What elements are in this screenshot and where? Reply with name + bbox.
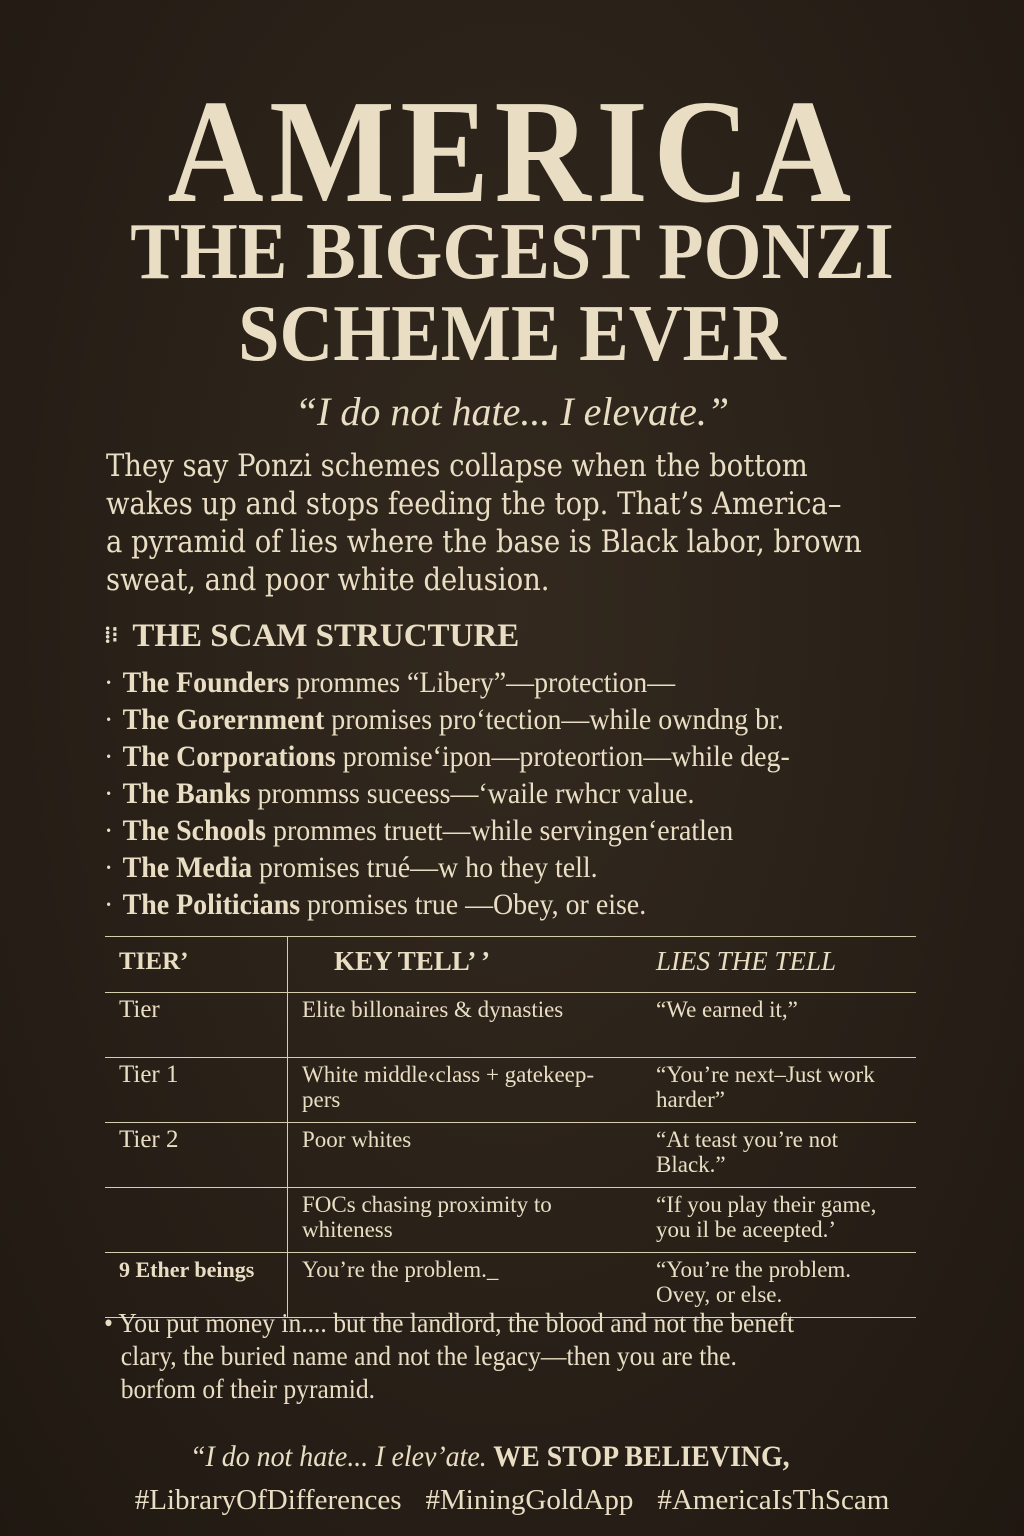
list-item <box>104 775 790 812</box>
item-subject: The Politicians <box>122 888 301 921</box>
final-quote <box>190 1440 790 1474</box>
cell-lie: “If you play their game, you il be aceepted.’ <box>642 1188 916 1253</box>
cell-tier: 9 Ether beings <box>105 1253 288 1318</box>
item-subject: The Banks <box>122 777 251 810</box>
cell-lie: “You’re the problem. Ovey, or else. <box>642 1253 916 1318</box>
intro-line: a pyramid of lies where the base is Black labor, brown <box>106 525 862 560</box>
closing-line: • You put money in.... but the landlord, the blood and not the beneft <box>104 1307 795 1338</box>
bullet-icon: · <box>104 740 114 773</box>
intro-line: They say Ponzi schemes collapse when the bottom <box>106 449 808 484</box>
cell-lie: “At teast you’re not Black.” <box>642 1123 916 1188</box>
item-subject: The Schools <box>122 814 267 847</box>
item-text: promise‘ipon—proteortion—while deg- <box>335 740 790 773</box>
bullet-icon: · <box>104 888 114 921</box>
item-text: prommes truett—while servingen‘eratlen <box>266 814 734 847</box>
bullet-icon: · <box>104 814 114 847</box>
final-quote-italic: “I do not hate... I elev’ate. <box>190 1440 487 1473</box>
cell-lie: “We earned it,” <box>642 993 916 1058</box>
item-subject: The Corporations <box>122 740 336 773</box>
cell-lie: “You’re next–Just work harder” <box>642 1058 916 1123</box>
cell-key-tell: Poor whites <box>288 1123 643 1188</box>
table-row <box>105 1058 916 1123</box>
item-text: prommes “Libery”—protection— <box>289 666 676 699</box>
subtitle-line1: THE BIGGEST PONZI <box>130 208 894 296</box>
table-header-row <box>105 937 916 993</box>
cell-key-tell: FOCs chasing proximity to whiteness <box>288 1188 643 1253</box>
tier-table <box>105 936 916 1318</box>
title-america: AMERICA <box>167 70 857 234</box>
list-item <box>104 886 790 923</box>
item-text: prommss suceess—‘waile rwhcr value. <box>250 777 695 810</box>
intro-line: sweat, and poor white delusion. <box>106 563 550 598</box>
header-key-tell: KEY TELL’ ’ <box>288 937 643 993</box>
bullet-icon: · <box>104 666 114 699</box>
table-row <box>105 1188 916 1253</box>
cell-tier: Tier 2 <box>105 1123 288 1188</box>
cell-key-tell: You’re the problem._ <box>288 1253 643 1318</box>
section-heading-text: THE SCAM STRUCTURE <box>132 618 520 654</box>
cell-key-tell: White middle‹class + gatekeep- pers <box>288 1058 643 1123</box>
item-text: promises trué—w ho they tell. <box>252 851 598 884</box>
intro-line: wakes up and stops feeding the top. That’s America– <box>106 487 842 522</box>
subtitle-line2: SCHEME EVER <box>238 290 786 378</box>
item-subject: The Founders <box>122 666 290 699</box>
bullet-icon: · <box>104 777 114 810</box>
list-item <box>104 701 790 738</box>
ornament-icon: ⁞⁝ <box>104 622 119 647</box>
list-item <box>104 664 790 701</box>
final-quote-bold: WE STOP BELIEVING, <box>486 1440 790 1473</box>
intro-paragraph <box>106 448 862 600</box>
list-item <box>104 738 790 775</box>
list-item <box>104 849 790 886</box>
section-heading <box>104 618 519 655</box>
bullet-icon: · <box>104 703 114 736</box>
item-subject: The Gorernment <box>122 703 325 736</box>
cell-tier: Tier <box>105 993 288 1058</box>
header-tier: TIER’ <box>105 937 288 993</box>
cell-tier: Tier 1 <box>105 1058 288 1123</box>
cell-tier <box>105 1188 288 1253</box>
closing-paragraph <box>104 1306 794 1405</box>
closing-line: borfom of their pyramid. <box>120 1373 376 1404</box>
table-row <box>105 1123 916 1188</box>
tagline-quote: “I do not hate... I elevate.” <box>294 389 730 434</box>
item-text: promises pro‘tection—while owndng br. <box>324 703 784 736</box>
header-lies: LIES THE TELL <box>642 937 916 993</box>
closing-line: clary, the buried name and not the legacy—then you are the. <box>120 1340 737 1371</box>
table-row <box>105 993 916 1058</box>
list-item <box>104 812 790 849</box>
hashtag: #LibraryOfDifferences <box>134 1484 402 1516</box>
hashtag: #AmericaIsThScam <box>657 1484 890 1516</box>
bullet-icon: · <box>104 851 114 884</box>
item-text: promises true —Obey, or eise. <box>300 888 647 921</box>
cell-key-tell: Elite billonaires & dynasties <box>288 993 643 1058</box>
item-subject: The Media <box>122 851 253 884</box>
hashtag: #MiningGoldApp <box>425 1484 634 1516</box>
scam-structure-list <box>104 664 790 923</box>
hashtags <box>0 1484 1024 1517</box>
